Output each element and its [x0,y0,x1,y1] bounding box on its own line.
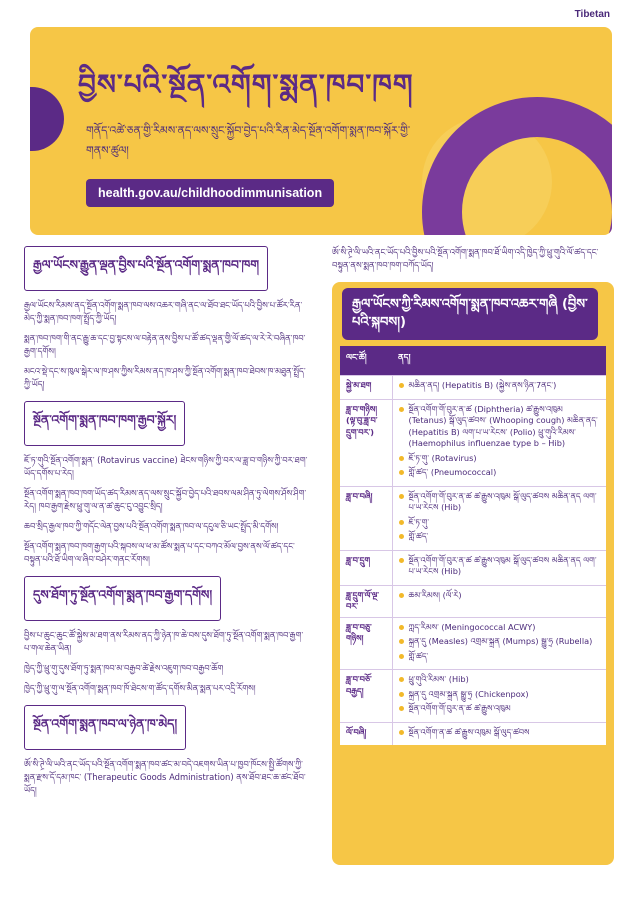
age-cell: ལོ་བཞི། [340,722,392,745]
list-item: མཆིན་ནད། (Hepatitis B) (སྐྱེས་ནས་ཉིན་7ནང་) [399,380,601,392]
list-item: སྐྲན་དུ (Measles) འགྲམ་སྐྲན (Mumps) སྒྱུ་ཧྲ (Rubella) [399,636,601,648]
info-section [24,401,308,566]
section-paragraph: ཨོ་སི་ཊྲེ་ལི་ཡའི་ནང་ཡོད་པའི་སྔོན་འགོག་སྨན་ཁབ་ཚང་མ་བདེ་འཇགས་ཡིན་པ་ཁྱབ་ཁོངས་སྤྱི་ཚོགས་ཀྱི་སྨན་རྫས་དོ་དམ་ཁང་ (Therapeutic Goods Administration) ནས་ཐོབ་ཐང་ཆ་ཚང་ཐོབ་ཡོད། [24,759,306,795]
table-row [340,585,606,617]
disease-cell [392,617,606,670]
list-item: ཆམ་རིམས། (ལོ་རེ) [399,590,601,602]
section-paragraph: ཆབ་སྲིད་རྒྱལ་ཁབ་ཀྱི་གདོང་ལེན་བྱས་པའི་སྔོན་འགོག་སྨན་ཁབ་ལ་དངུལ་ཅི་ཡང་སྤྲོད་མི་དགོས། [24,521,279,531]
age-cell: ཟླ་བ་བཞི། [340,486,392,550]
website-link[interactable]: health.gov.au/childhoodimmunisation [86,179,334,207]
table-header-row [340,346,606,376]
list-item: སྐྲན་དུ འགྲམ་སྐྲན སྒྱུ་ཧྲ (Chickenpox) [399,689,601,701]
age-cell: ཟླ་བ་གཉིས། (ལྟ་བུ་ཟླ་བ་དྲུག་བར་) [340,399,392,486]
schedule-panel [332,282,614,865]
decor-ring [422,97,612,235]
list-item: ཇོ་ཏ་གུ་ [399,517,601,529]
table-row [340,486,606,550]
list-item: ཀླད་རིམས་ (Meningococcal ACWY) [399,622,601,634]
list-item: སྔོན་འགོག་གོ་བུར་ན་ཚ ཚ་རྒྱུས་འཁུམ སྒོ་ལུད་ཚབས མཆིན་ནད ལག་པ་ཡ་རེངས (Hib) [399,555,601,578]
schedule-intro: ཨོ་སི་ཊྲེ་ལི་ཡའི་ནང་ཡོད་པའི་བྱིས་པའི་སྔོན་འགོག་སྨན་ཁབ་ཐོ་ཡིག་འདི་ཁྱེད་ཀྱི་ཕྲུ་གུའི་ལོ་ཚད་དང་བསྟུན་ནས་སྨན་ཁབ་ཁག་བཀོད་ཡོད། [332,247,599,270]
disease-cell [392,722,606,745]
list-item: སྔོན་འགོག་གོ་བུར་ན་ཚ ཚ་རྒྱུས་འཁུམ སྒོ་ལུད་ཚབས མཆིན་ནད ལག་པ་ཡ་རེངས (Hib) [399,491,601,514]
list-item: གློ་ཚད་ (Pneumococcal) [399,467,601,479]
table-row [340,399,606,486]
list-item: ཇོ་ཏ་གུ་ (Rotavirus) [399,453,601,465]
section-heading: རྒྱལ་ཡོངས་རྒྱུན་ལྡན་བྱིས་པའི་སྔོན་འགོག་སྨན་ཁབ་ཁག [24,246,268,291]
section-heading: དུས་ཐོག་ཏུ་སྔོན་འགོག་སྨན་ཁབ་རྒྱག་དགོས། [24,576,221,621]
section-paragraph: ཇོ་ཏ་གུའི་སྔོན་འགོག་སྨན་ (Rotavirus vaccine) ཐེངས་གཉིས་ཀྱི་བར་ལ་ཟླ་བ་གཉིས་ཀྱི་བར་ཐག་ཡོད་དགོས་པ་རེད། [24,455,308,478]
disease-cell [392,486,606,550]
section-paragraph: མངའ་སྡེ་དང་ས་ཁུལ་སྒེར་ལ་ཁ་ཤས་ཀྱིས་རིམས་ནད་ཁ་ཤས་ཀྱི་སྔོན་འགོག་སྨན་ཁབ་ཐེབས་ཁ་མཐུན་སྤྲོད་ཀྱི་ཡོད། [24,366,306,389]
schedule-table [340,346,606,745]
info-section [24,246,308,391]
section-paragraph: ཁྱེད་ཀྱི་ཕྲུ་གུ་ལ་སྔོན་འགོག་སྨན་ཁབ་ཁོ་ཐེངས་ག་ཚོད་དགོས་མིན་སྨན་པར་འདྲི་རོགས། [24,683,256,693]
table-row [340,670,606,723]
age-header: ལང་ཚོ། [340,346,392,376]
page-title: བྱིས་པའི་སྔོན་འགོག་སྨན་ཁབ་ཁག [78,68,414,101]
table-row [340,617,606,670]
age-cell: ཟླ་བ་བཅོ་བརྒྱད། [340,670,392,723]
age-cell: སྐྱེ་མ་ཐག [340,376,392,400]
section-heading: སྔོན་འགོག་སྨན་ཁབ་ཁག་རྒྱབ་སྐྱོར། [24,401,185,446]
section-paragraph: སྔོན་འགོག་སྨན་ཁབ་ཁག་ཡོད་ཚད་རིམས་ནད་ལས་སྲུང་སྐྱོབ་བྱེད་པའི་ཐབས་ལམ་ཤིན་ཏུ་ལེགས་ཤོས་ཤིག་རེད། ཁབ་རྒྱག་རྗེས་ཕྲུ་གུ་ལ་ན་ཚ་ཆུང་ངུ་འབྱུང་སྲིད། [24,488,307,511]
schedule-title: རྒྱལ་ཡོངས་ཀྱི་རིམས་འགོག་སྨན་ཁབ་འཆར་གཞི (བྱིས་པའི་སྐབས།) [342,288,598,340]
right-column [332,246,614,865]
disease-cell [392,670,606,723]
table-row [340,550,606,585]
section-paragraph: སྨན་ཁབ་ཁག་གི་ནང་རྒྱུ་ཆ་དང་བྱ་སྟངས་ལ་བརྟེན་ནས་བྱིས་པ་ཚོ་ཚད་ལྡན་གྱི་ལོ་ཚད་ལ་རེ་རེ་བཞིན་ཁབ་རྒྱག་དགོས། [24,333,306,356]
age-cell: ཟླ་དྲུག་ལོ་ལྔ་བར་ [340,585,392,617]
section-paragraph: བྱིས་པ་ཆུང་ཆུང་ཚོ་སྐྱེས་མ་ཐག་ནས་རིམས་ནད་ཀྱི་ཉེན་ཁ་ཆེ་བས་དུས་ཐོག་ཏུ་སྔོན་འགོག་སྨན་ཁབ་རྒྱག་པ་གལ་ཆེན་ཡིན། [24,630,304,653]
list-item: གློ་ཚད་ [399,531,601,543]
list-item: སྔོན་འགོག་གོ་བུར་ན་ཚ (Diphtheria) ཚ་རྒྱུས་འཁུམ (Tetanus) སྒོ་ལུད་ཚབས་ (Whooping cough) མཆིན་ནད་ (Hepatitis B) ལག་པ་ཡ་རེངས་ (Polio) ཕྲུ་གུའི་རིམས་ (Haemophilus influenzae type b – Hib) [399,404,601,450]
decor-circle [30,87,64,151]
list-item: སྔོན་འགོག་གོ་བུར་ན་ཚ ཚ་རྒྱུས་འཁུམ [399,703,601,715]
info-section [24,576,308,695]
section-heading: སྔོན་འགོག་སྨན་ཁབ་ལ་ཉེན་ཁ་མེད། [24,705,186,750]
disease-cell [392,376,606,400]
age-cell: ཟླ་བ་བཅུ་གཉིས། [340,617,392,670]
disease-cell [392,399,606,486]
disease-cell [392,550,606,585]
info-section [24,705,308,797]
list-item: སྔོན་འགོག་ན་ཚ ཚ་རྒྱུས་འཁུམ སྒོ་ལུད་ཚབས [399,727,601,739]
section-paragraph: སྔོན་འགོག་སྨན་ཁབ་ཁག་རྒྱག་པའི་སྐབས་ལ་ཕ་མ་ཚོས་སྨན་པ་དང་བཀའ་མོལ་བྱས་ནས་ལོ་ཚད་དང་བསྟུན་པའི་ཐོ་ཡིག་ལ་ཞིབ་བཤེར་གནང་རོགས། [24,541,295,564]
section-paragraph: ཁྱེད་ཀྱི་ཕྲུ་གུ་དུས་ཐོག་ཏུ་སྨན་ཁབ་མ་བརྒྱབ་ཚེ་རྗེས་འཇུག་ཁབ་བརྒྱབ་ཆོག [24,663,224,673]
page-subtitle: གནོད་འཚེ་ཅན་གྱི་རིམས་ནད་ལས་སྲུང་སྐྱོབ་བྱེད་པའི་རིན་མེད་སྔོན་འགོག་སྨན་ཁབ་སྐོར་གྱི་གནས་ཚུལ། [86,124,411,157]
disease-header: ནད། [392,346,606,376]
table-row [340,376,606,400]
list-item: གློ་ཚད་ [399,651,601,663]
table-row [340,722,606,745]
disease-cell [392,585,606,617]
section-paragraph: རྒྱལ་ཡོངས་རིམས་ནད་སྔོན་འགོག་སྨན་ཁབ་ལས་འཆར་གཞི་ནང་ལ་ཐོབ་ཐང་ཡོད་པའི་བྱིས་པ་ཚོར་རིན་མེད་ཀྱི་སྨན་ཁབ་ཁག་སྤྲོད་ཀྱི་ཡོད། [24,300,303,323]
left-column [24,246,308,807]
language-tag: Tibetan [574,9,610,20]
age-cell: ཟླ་བ་དྲུག [340,550,392,585]
hero-banner [30,27,612,235]
list-item: ཕྲུ་གུའི་རིམས་ (Hib) [399,674,601,686]
